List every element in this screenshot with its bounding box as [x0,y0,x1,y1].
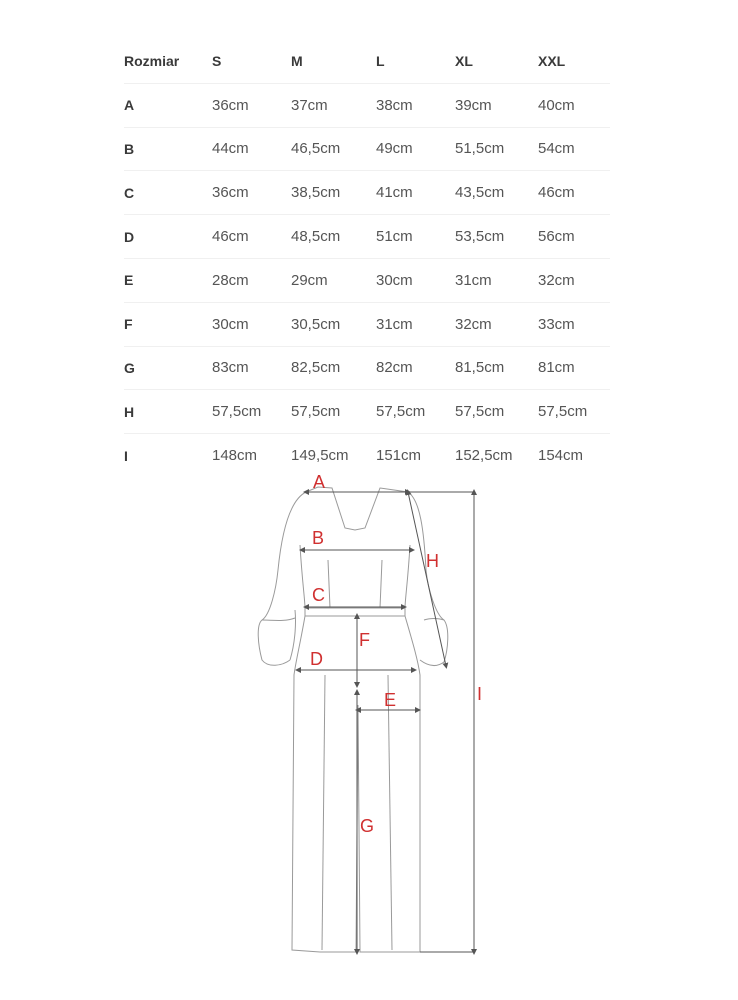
measurement-cell: 51,5cm [455,127,538,171]
row-label: A [124,83,212,127]
measurement-cell: 49cm [376,127,455,171]
measurement-cell: 57,5cm [538,390,610,434]
measurement-cell: 30cm [212,302,291,346]
label-c: C [312,585,325,605]
measurement-cell: 30cm [376,258,455,302]
jumpsuit-outline [258,487,448,952]
measurement-cell: 53,5cm [455,215,538,259]
measurement-cell: 32cm [538,258,610,302]
measurement-cell: 154cm [538,447,584,465]
measurement-cell: 83cm [212,346,291,390]
row-label: F [124,302,212,346]
measurement-cell: 57,5cm [212,390,291,434]
header-size-m: M [291,40,376,83]
measurement-cell: 82cm [376,346,455,390]
label-b: B [312,528,325,548]
measurement-cell: 37cm [291,83,376,127]
measurement-cell: 32cm [455,302,538,346]
measurement-cell: 57,5cm [291,390,376,434]
measurement-cell: 151cm [376,447,422,465]
measurement-cell: 48,5cm [291,215,376,259]
label-i: I [477,684,483,704]
measurement-cell: 36cm [212,83,291,127]
measurement-cell: 54cm [538,127,610,171]
measurement-cell: 29cm [291,258,376,302]
header-size-l: L [376,40,455,83]
measurement-cell: 39cm [455,83,538,127]
row-label: I [124,447,128,464]
measurement-cell: 56cm [538,215,610,259]
table-row [124,127,610,171]
label-f: F [359,630,370,650]
label-d: D [310,649,323,669]
table-row [124,258,610,302]
header-size-label: Rozmiar [124,40,212,83]
measurement-cell: 46cm [212,215,291,259]
table-row [124,302,610,346]
measurement-cell: 33cm [538,302,610,346]
row-label: H [124,390,212,434]
measurement-cell: 81cm [538,346,610,390]
measurement-cell: 82,5cm [291,346,376,390]
table-row [124,171,610,215]
label-a: A [313,472,326,492]
row-label: C [124,171,212,215]
table-header-row [124,40,610,83]
measurement-cell: 152,5cm [455,447,513,465]
measurement-cell: 46,5cm [291,127,376,171]
table-row [124,390,610,434]
measurement-cell: 149,5cm [291,447,349,465]
header-size-xl: XL [455,40,538,83]
size-table [124,40,610,477]
table-row [124,83,610,127]
row-label: G [124,346,212,390]
header-size-s: S [212,40,291,83]
garment-diagram [0,470,738,970]
measurement-cell: 30,5cm [291,302,376,346]
table-row [124,215,610,259]
measurement-cell: 148cm [212,447,258,465]
label-e: E [384,690,397,710]
row-label: D [124,215,212,259]
measurement-cell: 31cm [455,258,538,302]
measurement-cell: 41cm [376,171,455,215]
measurement-cell: 57,5cm [455,390,538,434]
label-h: H [426,551,439,571]
measurement-cell: 31cm [376,302,455,346]
measurement-cell: 38,5cm [291,171,376,215]
measurement-cell: 44cm [212,127,291,171]
measurement-cell: 57,5cm [376,390,455,434]
row-label: B [124,127,212,171]
table-row [124,346,610,390]
measurement-cell: 51cm [376,215,455,259]
measurement-cell: 40cm [538,83,610,127]
row-label: E [124,258,212,302]
measurement-cell: 38cm [376,83,455,127]
measurement-cell: 46cm [538,171,610,215]
measurement-cell: 28cm [212,258,291,302]
measurement-cell: 36cm [212,171,291,215]
table-body [124,83,610,477]
measurement-cell: 43,5cm [455,171,538,215]
header-size-xxl: XXL [538,40,610,83]
label-g: G [360,816,375,836]
measurement-cell: 81,5cm [455,346,538,390]
